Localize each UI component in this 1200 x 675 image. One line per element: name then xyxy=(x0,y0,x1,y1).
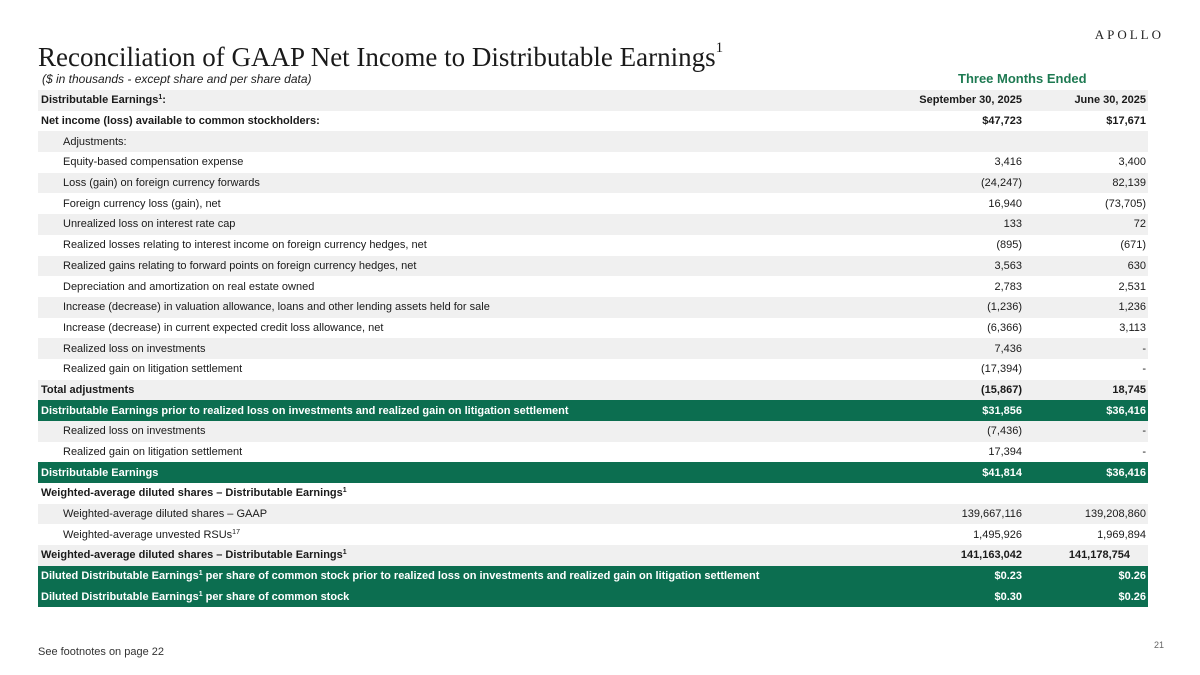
value-jun-2025: - xyxy=(1024,421,1148,442)
row-label: Net income (loss) available to common stockholders: xyxy=(41,115,320,128)
table-row xyxy=(38,338,1148,359)
value-jun-2025: $0.26 xyxy=(1024,566,1148,587)
page-title: Reconciliation of GAAP Net Income to Distributable Earnings$^1$ xyxy=(38,40,724,72)
value-jun-2025: 3,113 xyxy=(1119,321,1146,334)
value-sep-2025: (15,867) xyxy=(918,380,1024,401)
value-jun-2025: 3,400 xyxy=(1118,156,1146,169)
table-row xyxy=(38,545,1148,566)
row-label: Weighted-average unvested RSUs$^{17}$ xyxy=(63,528,240,541)
row-label: Realized gain on litigation settlement xyxy=(63,446,243,459)
row-label: Distributable Earnings$^1$: xyxy=(38,90,918,111)
value-jun-2025: $36,416 xyxy=(1024,400,1148,421)
highlight-row xyxy=(38,400,1148,421)
value-jun-2025 xyxy=(1024,483,1148,504)
value-sep-2025: (17,394) xyxy=(981,363,1022,376)
row-label: Weighted-average diluted shares – Distributable Earnings$^1$ xyxy=(41,487,347,500)
row-label: Depreciation and amortization on real estate owned xyxy=(63,280,315,293)
value-jun-2025: 2,531 xyxy=(1118,280,1146,293)
row-label: Increase (decrease) in current expected credit loss allowance, net xyxy=(63,321,384,334)
units-note: ($ in thousands - except share and per share data) xyxy=(42,72,312,86)
footnote-reference: See footnotes on page 22 xyxy=(38,646,164,658)
value-jun-2025 xyxy=(1024,131,1148,152)
page-number: 21 xyxy=(1153,640,1164,650)
row-label: Realized gains relating to forward points on foreign currency hedges, net xyxy=(38,256,918,277)
column-header-sep-2025: September 30, 2025 xyxy=(918,90,1024,111)
value-sep-2025: 17,394 xyxy=(988,446,1022,459)
table-row xyxy=(38,359,1148,380)
row-label: Foreign currency loss (gain), net xyxy=(63,197,221,210)
row-label: Weighted-average diluted shares – Distributable Earnings$^1$ xyxy=(38,545,918,566)
table-row xyxy=(38,131,1148,152)
value-jun-2025: $0.26 xyxy=(1024,587,1148,608)
value-jun-2025: - xyxy=(1142,363,1146,376)
value-jun-2025: (73,705) xyxy=(1105,197,1146,210)
table-row xyxy=(38,152,1148,173)
value-sep-2025: 16,940 xyxy=(988,197,1022,210)
value-sep-2025: $47,723 xyxy=(982,115,1022,128)
value-sep-2025: (7,436) xyxy=(918,421,1024,442)
value-jun-2025: 630 xyxy=(1024,256,1148,277)
value-jun-2025: 82,139 xyxy=(1024,173,1148,194)
highlight-row xyxy=(38,566,1148,587)
row-label: Weighted-average diluted shares – GAAP xyxy=(38,504,918,525)
table-row xyxy=(38,380,1148,401)
row-label: Realized loss on investments xyxy=(38,338,918,359)
value-jun-2025: 1,969,894 xyxy=(1097,528,1146,541)
value-sep-2025: $31,856 xyxy=(918,400,1024,421)
value-jun-2025: - xyxy=(1142,446,1146,459)
row-label: Total adjustments xyxy=(38,380,918,401)
row-label: Distributable Earnings xyxy=(38,462,918,483)
value-jun-2025: 139,208,860 xyxy=(1024,504,1148,525)
apollo-logo: APOLLO xyxy=(1094,27,1164,42)
table-row xyxy=(38,235,1148,256)
value-sep-2025: 3,416 xyxy=(994,156,1022,169)
table-row xyxy=(38,173,1148,194)
value-sep-2025: $41,814 xyxy=(918,462,1024,483)
reconciliation-table xyxy=(38,90,1148,607)
row-label: Unrealized loss on interest rate cap xyxy=(38,214,918,235)
highlight-row xyxy=(38,587,1148,608)
table-header-row xyxy=(38,90,1148,111)
row-label: Realized loss on investments xyxy=(38,421,918,442)
row-label: Equity-based compensation expense xyxy=(63,156,244,169)
row-label: Increase (decrease) in valuation allowance, loans and other lending assets held for sale xyxy=(38,297,918,318)
value-sep-2025 xyxy=(918,131,1024,152)
row-label: Diluted Distributable Earnings$^1$ per share of common stock prior to realized loss on investments and realized gain on litigation settlement xyxy=(38,566,918,587)
value-jun-2025: 1,236 xyxy=(1024,297,1148,318)
period-header: Three Months Ended xyxy=(958,71,1087,86)
table-row xyxy=(38,318,1148,339)
table-row xyxy=(38,256,1148,277)
table-row xyxy=(38,442,1148,463)
row-label: Loss (gain) on foreign currency forwards xyxy=(38,173,918,194)
value-jun-2025: 141,178,754 xyxy=(1024,545,1148,566)
table-row xyxy=(38,297,1148,318)
row-label: Realized gain on litigation settlement xyxy=(63,363,243,376)
value-sep-2025: 2,783 xyxy=(994,280,1022,293)
value-sep-2025: 141,163,042 xyxy=(918,545,1024,566)
value-sep-2025: (1,236) xyxy=(918,297,1024,318)
table-row xyxy=(38,214,1148,235)
table-row xyxy=(38,483,1148,504)
value-sep-2025 xyxy=(918,483,1024,504)
column-header-jun-2025: June 30, 2025 xyxy=(1024,90,1148,111)
value-jun-2025: 72 xyxy=(1024,214,1148,235)
highlight-row xyxy=(38,462,1148,483)
row-label: Adjustments: xyxy=(38,131,918,152)
value-jun-2025: $17,671 xyxy=(1106,115,1146,128)
value-sep-2025: (6,366) xyxy=(987,321,1022,334)
value-jun-2025: (671) xyxy=(1120,239,1146,252)
table-row xyxy=(38,276,1148,297)
table-row xyxy=(38,111,1148,132)
value-sep-2025: 139,667,116 xyxy=(918,504,1024,525)
value-sep-2025: 1,495,926 xyxy=(973,528,1022,541)
table-row xyxy=(38,421,1148,442)
value-sep-2025: $0.23 xyxy=(918,566,1024,587)
row-label: Realized losses relating to interest income on foreign currency hedges, net xyxy=(63,239,427,252)
row-label: Diluted Distributable Earnings$^1$ per share of common stock xyxy=(38,587,918,608)
value-jun-2025: - xyxy=(1024,338,1148,359)
value-sep-2025: 133 xyxy=(918,214,1024,235)
value-sep-2025: 7,436 xyxy=(918,338,1024,359)
table-row xyxy=(38,524,1148,545)
value-jun-2025: 18,745 xyxy=(1024,380,1148,401)
table-row xyxy=(38,193,1148,214)
value-sep-2025: 3,563 xyxy=(918,256,1024,277)
table-row xyxy=(38,504,1148,525)
value-sep-2025: (895) xyxy=(996,239,1022,252)
title-footnote-marker: 1 xyxy=(715,40,724,56)
row-label: Distributable Earnings prior to realized loss on investments and realized gain on litigation settlement xyxy=(38,400,918,421)
value-jun-2025: $36,416 xyxy=(1024,462,1148,483)
value-sep-2025: $0.30 xyxy=(918,587,1024,608)
value-sep-2025: (24,247) xyxy=(918,173,1024,194)
